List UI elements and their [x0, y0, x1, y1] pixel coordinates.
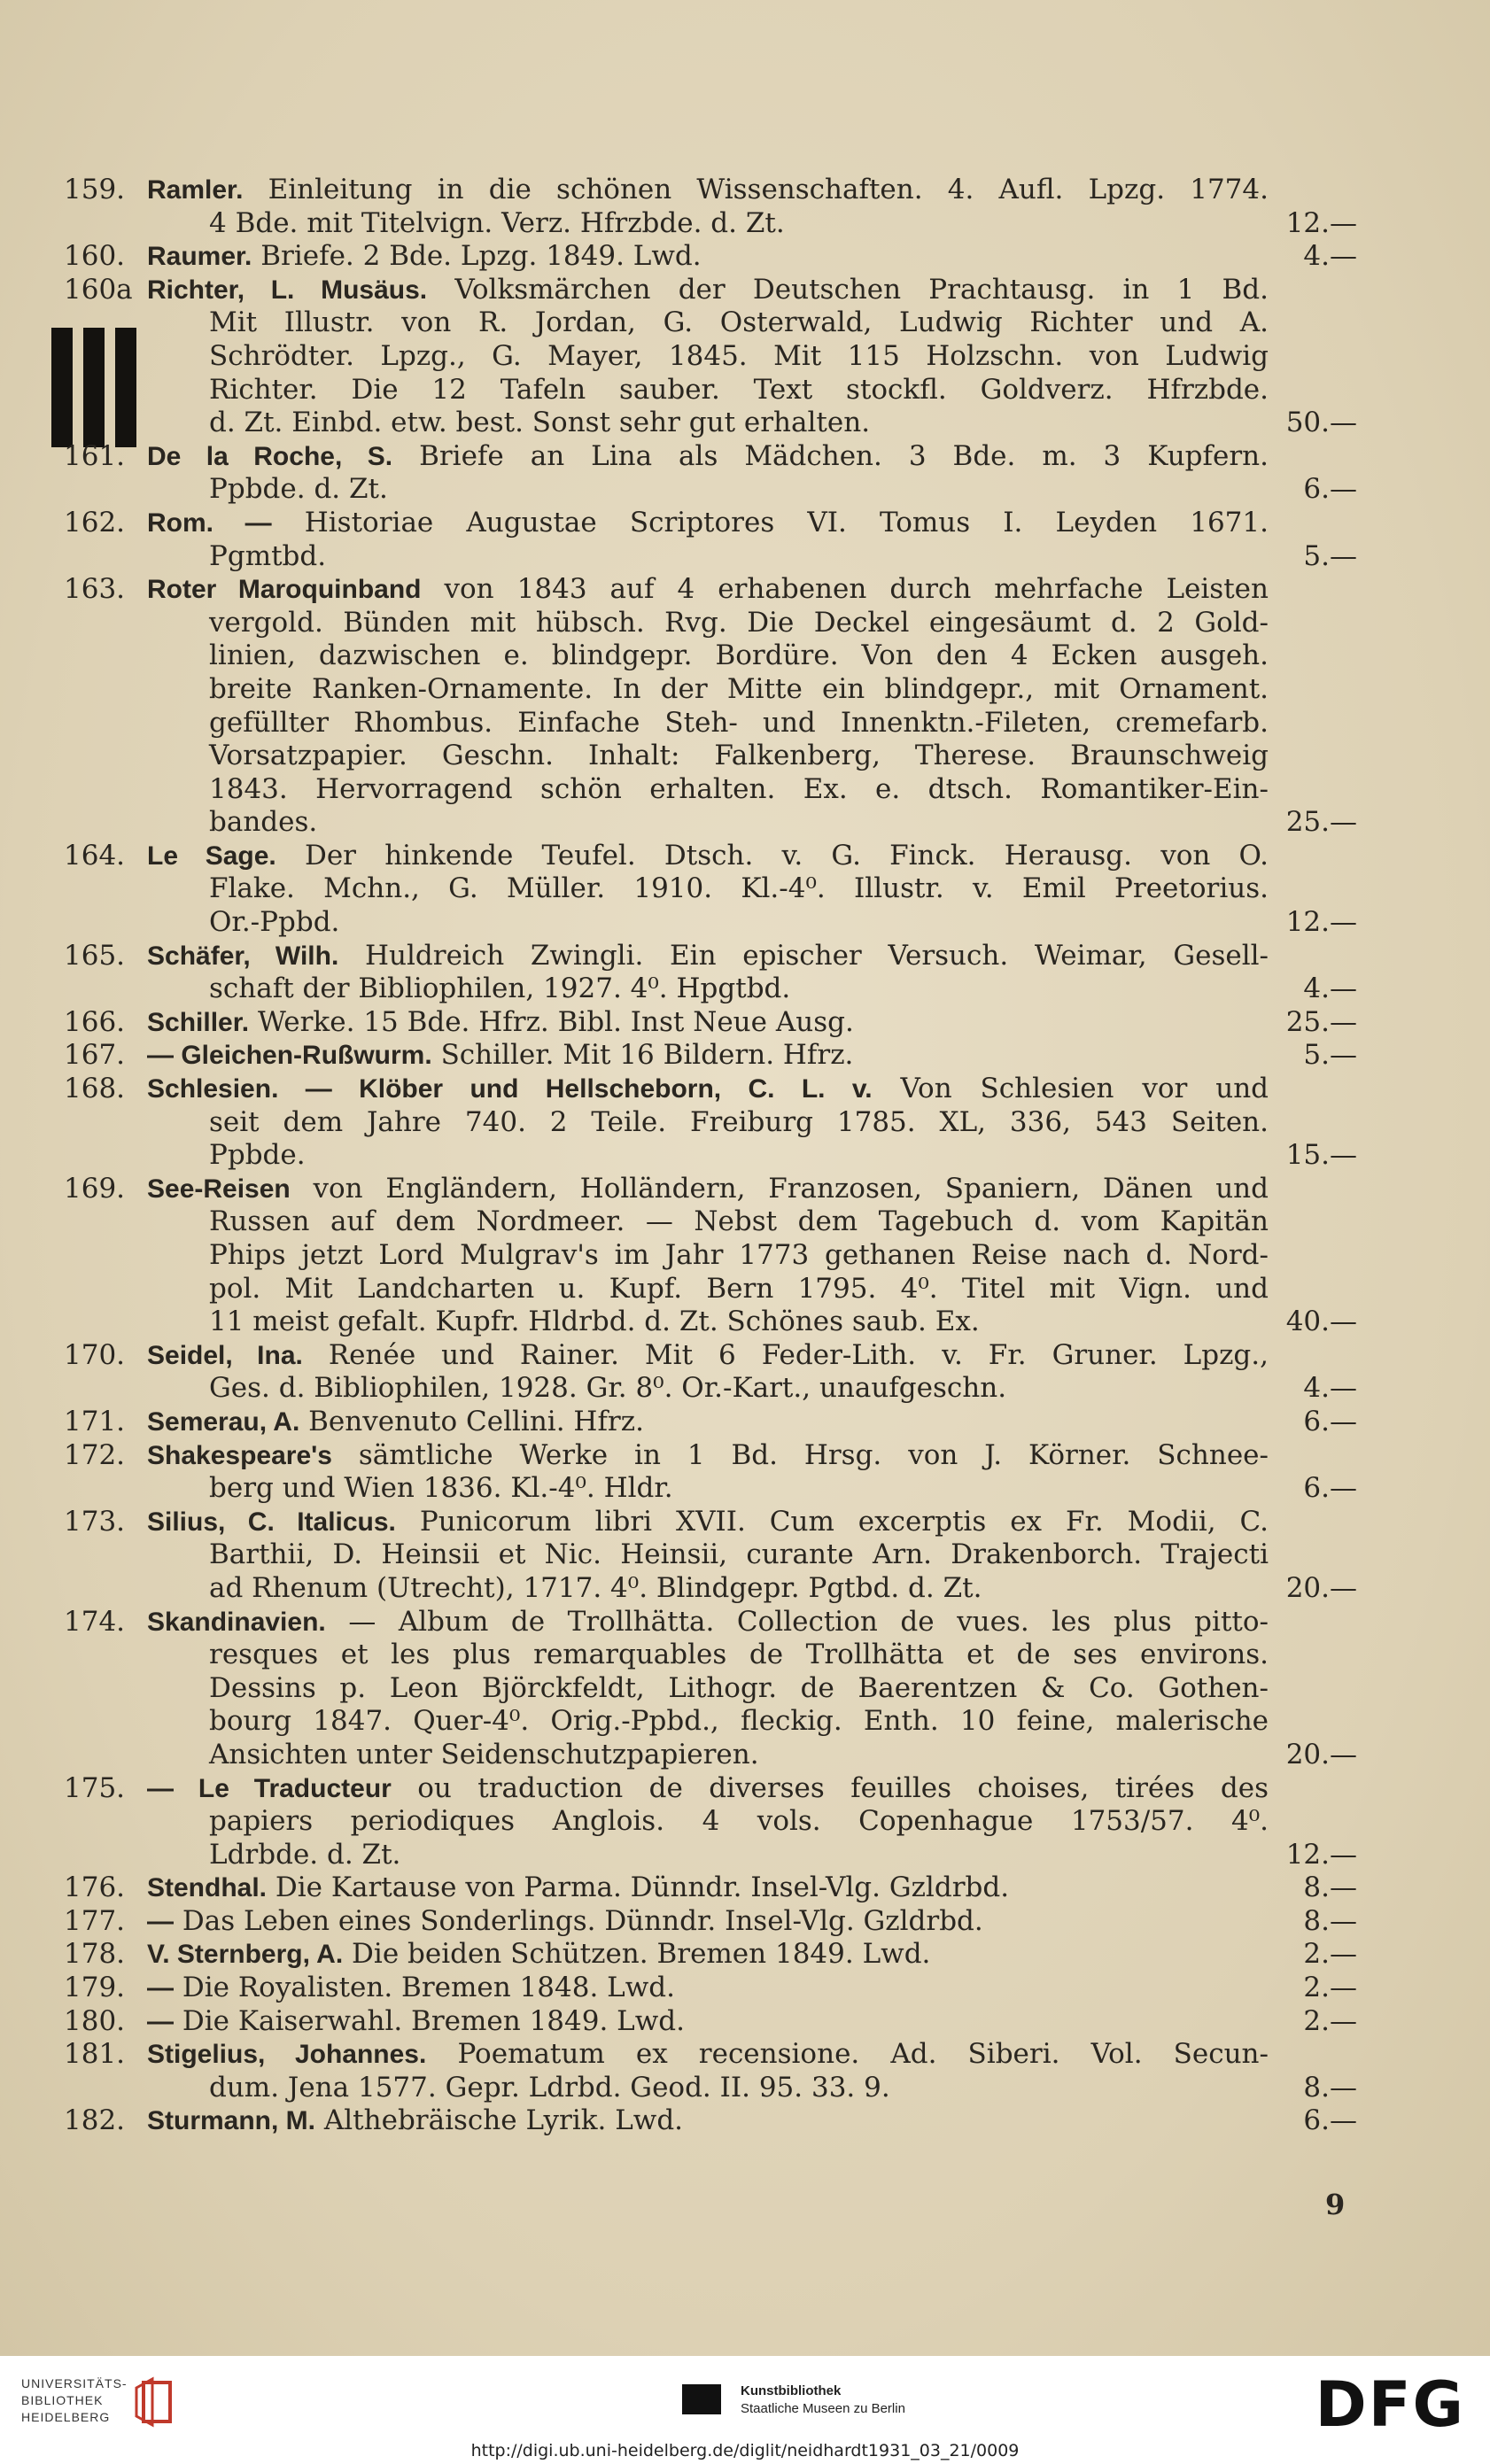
entry-text	[209, 872, 1269, 906]
entry-line	[64, 407, 1357, 440]
entry-body: 11 meist gefalt. Kupfr. Hldrbd. d. Zt. Schönes saub. Ex.	[209, 1306, 980, 1338]
entry-price: 5.—	[1303, 539, 1357, 572]
entry-text	[209, 673, 1269, 707]
entry-price: 6.—	[1303, 473, 1357, 506]
entry-body: Vorsatzpapier. Geschn. Inhalt: Falkenberg, Therese. Braunschweig	[209, 740, 1269, 772]
entry-body: papiers periodiques Anglois. 4 vols. Copenhague 1753/57. 4⁰.	[209, 1805, 1269, 1838]
entry-body: Volksmärchen der Deutschen Prachtausg. in 1 Bd.	[454, 273, 1269, 306]
entry-price: 40.—	[1285, 1306, 1357, 1338]
entry-body: Or.-Ppbd.	[209, 906, 340, 939]
catalog-entry	[64, 1039, 1357, 1073]
entry-price: 8.—	[1303, 2071, 1357, 2104]
entry-text	[147, 1938, 1269, 1972]
entry-number: 172.	[64, 1438, 126, 1471]
entry-line	[64, 1139, 1357, 1173]
entry-text	[209, 473, 1269, 507]
entry-heading: Roter Maroquinband	[147, 575, 422, 605]
entry-body: Schiller. Mit 16 Bildern. Hfrz.	[440, 1039, 854, 1072]
entry-line	[64, 1772, 1357, 1806]
entry-body: Ppbde.	[209, 1139, 306, 1172]
university-line: HEIDELBERG	[21, 2410, 111, 2424]
catalog-entry	[64, 1506, 1357, 1606]
entry-body: Der hinkende Teufel. Dtsch. v. G. Finck. Herausg. von O.	[304, 839, 1269, 872]
university-line: BIBLIOTHEK	[21, 2393, 104, 2407]
entry-body: ou traduction de diverses feuilles choises, tirées des	[417, 1771, 1269, 1804]
entry-text	[209, 407, 1269, 440]
entry-text	[209, 1572, 1269, 1606]
entry-line	[64, 607, 1357, 640]
entry-text	[209, 1639, 1269, 1672]
entry-line	[64, 207, 1357, 241]
entry-body: breite Ranken-Ornamente. In der Mitte ein blindgepr., mit Ornament.	[209, 672, 1269, 705]
entry-line	[64, 374, 1357, 407]
entry-price: 8.—	[1303, 1871, 1357, 1904]
entry-number: 170.	[64, 1338, 126, 1371]
entry-text	[209, 806, 1269, 840]
entry-body: Von Schlesien vor und	[900, 1073, 1269, 1105]
entry-price: 2.—	[1303, 1938, 1357, 1971]
catalog-entry	[64, 1871, 1357, 1905]
entry-heading: Seidel, Ina.	[147, 1340, 303, 1370]
catalog-entry	[64, 2038, 1357, 2104]
entry-body: sämtliche Werke in 1 Bd. Hrsg. von J. Körner. Schnee-	[358, 1438, 1269, 1471]
catalog-entry	[64, 840, 1357, 940]
entry-price: 50.—	[1285, 407, 1357, 439]
entry-text	[209, 1239, 1269, 1273]
entry-text	[209, 207, 1269, 241]
entry-line	[64, 1073, 1357, 1106]
entry-body: Barthii, D. Heinsii et Nic. Heinsii, curante Arn. Drakenborch. Trajecti	[209, 1538, 1269, 1571]
entry-text	[209, 707, 1269, 740]
entry-body: 1843. Hervorragend schön erhalten. Ex. e. dtsch. Romantiker-Ein-	[209, 772, 1269, 805]
entry-line	[64, 2005, 1357, 2039]
entry-text	[209, 1306, 1269, 1339]
entry-number: 180.	[64, 2004, 126, 2037]
entry-text	[147, 1972, 1269, 2005]
entry-number: 173.	[64, 1505, 126, 1538]
entry-line	[64, 1106, 1357, 1140]
entry-body: ad Rhenum (Utrecht), 1717. 4⁰. Blindgepr. Pgtbd. d. Zt.	[209, 1571, 982, 1604]
entry-price: 4.—	[1303, 972, 1357, 1005]
catalog-entry	[64, 1772, 1357, 1872]
catalog-entries	[64, 174, 1357, 2138]
entry-line	[64, 1938, 1357, 1972]
entry-text	[209, 1739, 1269, 1772]
entry-number: 178.	[64, 1938, 126, 1971]
entry-body: gefüllter Rhombus. Einfache Steh- und Innenktn.-Fileten, cremefarb.	[209, 706, 1269, 739]
entry-text	[209, 607, 1269, 640]
entry-text	[147, 1173, 1269, 1206]
entry-line	[64, 1173, 1357, 1206]
entry-line	[64, 972, 1357, 1006]
entry-line	[64, 1506, 1357, 1539]
entry-number: 162.	[64, 506, 126, 539]
entry-text	[209, 1839, 1269, 1872]
entry-line	[64, 840, 1357, 873]
entry-text	[209, 639, 1269, 673]
entry-body: d. Zt. Einbd. etw. best. Sonst sehr gut erhalten.	[209, 407, 871, 439]
entry-price: 15.—	[1285, 1139, 1357, 1172]
entry-price: 12.—	[1285, 906, 1357, 939]
entry-number: 164.	[64, 839, 126, 872]
entry-text	[147, 274, 1269, 307]
entry-line	[64, 440, 1357, 474]
entry-text	[147, 940, 1269, 973]
entry-body: — Album de Trollhätta. Collection de vues. les plus pitto-	[348, 1605, 1269, 1638]
entry-body: Ppbde. d. Zt.	[209, 473, 388, 506]
entry-line	[64, 1705, 1357, 1739]
entry-number: 168.	[64, 1073, 126, 1105]
entry-body: von Engländern, Holländern, Franzosen, Spaniern, Dänen und	[313, 1172, 1269, 1205]
catalog-entry	[64, 174, 1357, 240]
entry-text	[147, 1406, 1269, 1439]
entry-body: Punicorum libri XVII. Cum excerptis ex Fr. Modii, C.	[419, 1505, 1269, 1538]
entry-line	[64, 1306, 1357, 1339]
entry-line	[64, 1006, 1357, 1040]
entry-text	[147, 573, 1269, 607]
page-number: 9	[1325, 2188, 1346, 2221]
entry-body: Ansichten unter Seidenschutzpapieren.	[209, 1738, 759, 1771]
entry-text	[147, 840, 1269, 873]
entry-body: Die Kartause von Parma. Dünndr. Insel-Vlg. Gzldrbd.	[275, 1871, 1010, 1904]
entry-line	[64, 1839, 1357, 1872]
entry-body: Huldreich Zwingli. Ein epischer Versuch. Weimar, Gesell-	[365, 939, 1269, 972]
entry-body: bourg 1847. Quer-4⁰. Orig.-Ppbd., fleckig. Enth. 10 feine, malerische	[209, 1705, 1269, 1738]
entry-line	[64, 906, 1357, 940]
entry-price: 25.—	[1285, 1005, 1357, 1038]
entry-text	[147, 440, 1269, 474]
entry-line	[64, 1439, 1357, 1473]
entry-price: 2.—	[1303, 2004, 1357, 2037]
entry-text	[209, 1472, 1269, 1506]
entry-price: 5.—	[1303, 1039, 1357, 1072]
entry-text	[147, 1439, 1269, 1473]
entry-body: Benvenuto Cellini. Hfrz.	[308, 1405, 644, 1437]
catalog-entry	[64, 1173, 1357, 1339]
entry-number: 181.	[64, 2038, 126, 2071]
entry-number: 171.	[64, 1405, 126, 1437]
entry-heading: Schiller.	[147, 1007, 250, 1037]
entry-body: Richter. Die 12 Tafeln sauber. Text stockfl. Goldverz. Hfrzbde.	[209, 373, 1269, 406]
source-url[interactable]: http://digi.ub.uni-heidelberg.de/diglit/neidhardt1931_03_21/0009	[470, 2441, 1020, 2460]
entry-body: Die beiden Schützen. Bremen 1849. Lwd.	[352, 1938, 931, 1971]
catalog-entry	[64, 1006, 1357, 1040]
entry-text	[209, 972, 1269, 1006]
entry-text	[209, 1106, 1269, 1140]
entry-heading: De la Roche, S.	[147, 441, 393, 471]
entry-number: 161.	[64, 439, 126, 472]
library-title: Kunstbibliothek	[741, 2383, 842, 2398]
entry-heading: Semerau, A.	[147, 1406, 300, 1437]
entry-body: Phips jetzt Lord Mulgrav's im Jahr 1773 gethanen Reise nach d. Nord-	[209, 1239, 1269, 1271]
entry-line	[64, 1239, 1357, 1273]
entry-line	[64, 2104, 1357, 2138]
entry-heading: V. Sternberg, A.	[147, 1940, 344, 1970]
entry-body: 4 Bde. mit Titelvign. Verz. Hfrzbde. d. Zt.	[209, 206, 785, 239]
entry-body: Die Kaiserwahl. Bremen 1849. Lwd.	[182, 2004, 685, 2037]
catalog-entry	[64, 1406, 1357, 1439]
dfg-logo: DFG	[1315, 2368, 1465, 2441]
entry-text	[147, 2104, 1269, 2138]
entry-line	[64, 940, 1357, 973]
entry-body: Das Leben eines Sonderlings. Dünndr. Insel-Vlg. Gzldrbd.	[182, 1904, 983, 1937]
entry-price: 6.—	[1303, 1472, 1357, 1505]
entry-body: Renée und Rainer. Mit 6 Feder-Lith. v. Fr. Gruner. Lpzg.,	[328, 1338, 1269, 1371]
entry-line	[64, 473, 1357, 507]
entry-heading: Ramler.	[147, 175, 244, 205]
entry-body: linien, dazwischen e. blindgepr. Bordüre. Von den 4 Ecken ausgeh.	[209, 639, 1269, 672]
entry-text	[209, 1672, 1269, 1706]
entry-body: berg und Wien 1836. Kl.-4⁰. Hldr.	[209, 1472, 673, 1505]
entry-body: vergold. Bünden mit hübsch. Rvg. Die Deckel eingesäumt d. 2 Gold-	[209, 606, 1269, 639]
entry-text	[147, 2005, 1269, 2039]
entry-text	[209, 1705, 1269, 1739]
entry-heading: —	[147, 2006, 174, 2036]
entry-line	[64, 340, 1357, 374]
university-library-logo	[21, 2375, 128, 2426]
entry-text	[209, 906, 1269, 940]
entry-number: 159.	[64, 174, 126, 205]
entry-price: 12.—	[1285, 1838, 1357, 1871]
entry-text	[209, 1205, 1269, 1239]
entry-line	[64, 2038, 1357, 2072]
entry-line	[64, 240, 1357, 274]
entry-number: 167.	[64, 1039, 126, 1072]
entry-heading: Le Sage.	[147, 841, 276, 871]
entry-body: Flake. Mchn., G. Müller. 1910. Kl.-4⁰. Illustr. v. Emil Preetorius.	[209, 872, 1269, 905]
entry-line	[64, 540, 1357, 574]
university-line: UNIVERSITÄTS-	[21, 2376, 128, 2390]
entry-body: Ges. d. Bibliophilen, 1928. Gr. 8⁰. Or.-Kart., unaufgeschn.	[209, 1372, 1007, 1405]
entry-line	[64, 1606, 1357, 1639]
entry-line	[64, 740, 1357, 773]
entry-line	[64, 306, 1357, 340]
entry-heading: Skandinavien.	[147, 1607, 326, 1637]
catalog-entry	[64, 240, 1357, 274]
entry-text	[209, 1805, 1269, 1839]
entry-line	[64, 773, 1357, 807]
entry-number: 177.	[64, 1904, 126, 1937]
entry-price: 20.—	[1285, 1738, 1357, 1771]
entry-line	[64, 1273, 1357, 1306]
entry-text	[209, 1372, 1269, 1406]
catalog-entry	[64, 940, 1357, 1006]
entry-text	[209, 1139, 1269, 1173]
entry-line	[64, 1039, 1357, 1073]
catalog-entry	[64, 1972, 1357, 2005]
entry-text	[147, 1871, 1269, 1905]
entry-number: 169.	[64, 1172, 126, 1205]
entry-heading: Shakespeare's	[147, 1440, 332, 1470]
entry-body: Historiae Augustae Scriptores VI. Tomus I. Leyden 1671.	[304, 506, 1269, 539]
entry-line	[64, 573, 1357, 607]
entry-line	[64, 872, 1357, 906]
library-subtitle: Staatliche Museen zu Berlin	[741, 2401, 905, 2416]
entry-line	[64, 1372, 1357, 1406]
entry-line	[64, 1871, 1357, 1905]
entry-heading: —	[147, 1906, 174, 1936]
catalog-entry	[64, 1938, 1357, 1972]
entry-line	[64, 806, 1357, 840]
kunstbibliothek-label	[741, 2383, 905, 2418]
entry-line	[64, 174, 1357, 207]
entry-text	[209, 374, 1269, 407]
entry-line	[64, 507, 1357, 540]
entry-line	[64, 1205, 1357, 1239]
entry-text	[147, 1772, 1269, 1806]
entry-text	[147, 1039, 1269, 1073]
entry-text	[209, 306, 1269, 340]
entry-heading: Sturmann, M.	[147, 2106, 316, 2136]
entry-line	[64, 1538, 1357, 1572]
entry-number: 176.	[64, 1871, 126, 1904]
entry-price: 6.—	[1303, 1405, 1357, 1437]
entry-number: 179.	[64, 1972, 126, 2004]
entry-heading: —	[147, 1973, 174, 2003]
entry-number: 175.	[64, 1771, 126, 1804]
catalog-entry	[64, 573, 1357, 840]
entry-body: Mit Illustr. von R. Jordan, G. Osterwald, Ludwig Richter und A.	[209, 306, 1269, 339]
entry-line	[64, 639, 1357, 673]
entry-body: Ldrbde. d. Zt.	[209, 1838, 401, 1871]
entry-price: 20.—	[1285, 1571, 1357, 1604]
entry-line	[64, 1805, 1357, 1839]
entry-body: Briefe an Lina als Mädchen. 3 Bde. m. 3 Kupfern.	[419, 439, 1269, 472]
entry-number: 174.	[64, 1605, 126, 1638]
entry-text	[209, 340, 1269, 374]
entry-text	[209, 1273, 1269, 1306]
heidelberg-emblem-icon	[131, 2375, 177, 2429]
catalog-entry	[64, 1073, 1357, 1173]
entry-price: 8.—	[1303, 1904, 1357, 1937]
entry-body: Pgmtbd.	[209, 539, 327, 572]
entry-line	[64, 1472, 1357, 1506]
entry-heading: Schäfer, Wilh.	[147, 941, 339, 971]
entry-line	[64, 1406, 1357, 1439]
entry-heading: Rom. —	[147, 508, 272, 538]
entry-body: Schrödter. Lpzg., G. Mayer, 1845. Mit 115 Holzschn. von Ludwig	[209, 339, 1269, 372]
entry-number: 166.	[64, 1005, 126, 1038]
entry-line	[64, 707, 1357, 740]
entry-text	[209, 740, 1269, 773]
catalog-entry	[64, 2005, 1357, 2039]
catalog-entry	[64, 1439, 1357, 1506]
entry-body: Einleitung in die schönen Wissenschaften. 4. Aufl. Lpzg. 1774.	[268, 174, 1269, 205]
entry-price: 2.—	[1303, 1972, 1357, 2004]
entry-body: Poematum ex recensione. Ad. Siberi. Vol. Secun-	[457, 2038, 1269, 2071]
entry-line	[64, 2072, 1357, 2105]
entry-text	[209, 540, 1269, 574]
entry-price: 4.—	[1303, 240, 1357, 273]
entry-price: 25.—	[1285, 806, 1357, 839]
entry-text	[147, 1339, 1269, 1373]
entry-text	[147, 1006, 1269, 1040]
entry-body: Russen auf dem Nordmeer. — Nebst dem Tagebuch d. vom Kapitän	[209, 1205, 1269, 1238]
entry-text	[147, 507, 1269, 540]
entry-line	[64, 1905, 1357, 1939]
entry-heading: — Gleichen-Rußwurm.	[147, 1041, 432, 1071]
digitization-footer	[0, 2356, 1490, 2464]
entry-number: 160a	[64, 273, 133, 306]
catalog-entry	[64, 1905, 1357, 1939]
entry-text	[147, 2038, 1269, 2072]
entry-body: pol. Mit Landcharten u. Kupf. Bern 1795. 4⁰. Titel mit Vign. und	[209, 1272, 1269, 1305]
entry-heading: — Le Traducteur	[147, 1773, 392, 1803]
entry-body: seit dem Jahre 740. 2 Teile. Freiburg 1785. XL, 336, 543 Seiten.	[209, 1105, 1269, 1138]
entry-heading: Raumer.	[147, 242, 252, 272]
entry-heading: Stendhal.	[147, 1873, 268, 1903]
entry-heading: Schlesien. — Klöber und Hellscheborn, C. L. v.	[147, 1074, 873, 1104]
entry-line	[64, 1339, 1357, 1373]
entry-line	[64, 1972, 1357, 2005]
entry-text	[209, 1538, 1269, 1572]
entry-text	[147, 174, 1269, 207]
catalog-entry	[64, 274, 1357, 440]
entry-heading: Richter, L. Musäus.	[147, 275, 428, 305]
entry-number: 163.	[64, 573, 126, 606]
entry-line	[64, 1672, 1357, 1706]
entry-body: dum. Jena 1577. Gepr. Ldrbd. Geod. II. 95. 33. 9.	[209, 2071, 890, 2104]
entry-body: von 1843 auf 4 erhabenen durch mehrfache Leisten	[444, 573, 1269, 606]
entry-text	[147, 240, 1269, 274]
entry-line	[64, 1739, 1357, 1772]
entry-text	[147, 1073, 1269, 1106]
entry-number: 165.	[64, 939, 126, 972]
entry-line	[64, 274, 1357, 307]
entry-line	[64, 1639, 1357, 1672]
entry-body: Werke. 15 Bde. Hfrz. Bibl. Inst Neue Ausg.	[257, 1005, 854, 1038]
entry-price: 4.—	[1303, 1372, 1357, 1405]
entry-body: Briefe. 2 Bde. Lpzg. 1849. Lwd.	[260, 240, 702, 273]
entry-text	[209, 2072, 1269, 2105]
entry-number: 182.	[64, 2104, 126, 2137]
entry-line	[64, 673, 1357, 707]
entry-text	[147, 1905, 1269, 1939]
entry-text	[147, 1606, 1269, 1639]
entry-price: 12.—	[1285, 206, 1357, 239]
catalog-entry	[64, 2104, 1357, 2138]
catalog-entry	[64, 1606, 1357, 1772]
entry-heading: Stigelius, Johannes.	[147, 2040, 427, 2070]
entry-text	[147, 1506, 1269, 1539]
entry-line	[64, 1572, 1357, 1606]
entry-heading: See-Reisen	[147, 1174, 291, 1204]
entry-body: Die Royalisten. Bremen 1848. Lwd.	[182, 1972, 675, 2004]
entry-number: 160.	[64, 240, 126, 273]
entry-body: resques et les plus remarquables de Trollhätta et de ses environs.	[209, 1639, 1269, 1671]
entry-text	[209, 773, 1269, 807]
catalog-entry	[64, 440, 1357, 507]
entry-body: Dessins p. Leon Björckfeldt, Lithogr. de Baerentzen & Co. Gothen-	[209, 1671, 1269, 1704]
catalog-entry	[64, 507, 1357, 573]
kunstbibliothek-logo-icon	[682, 2384, 721, 2414]
catalog-entry	[64, 1339, 1357, 1406]
entry-body: Althebräische Lyrik. Lwd.	[323, 2104, 684, 2137]
entry-body: schaft der Bibliophilen, 1927. 4⁰. Hpgtbd.	[209, 972, 791, 1005]
entry-price: 6.—	[1303, 2104, 1357, 2137]
entry-heading: Silius, C. Italicus.	[147, 1507, 396, 1537]
entry-body: bandes.	[209, 806, 318, 839]
